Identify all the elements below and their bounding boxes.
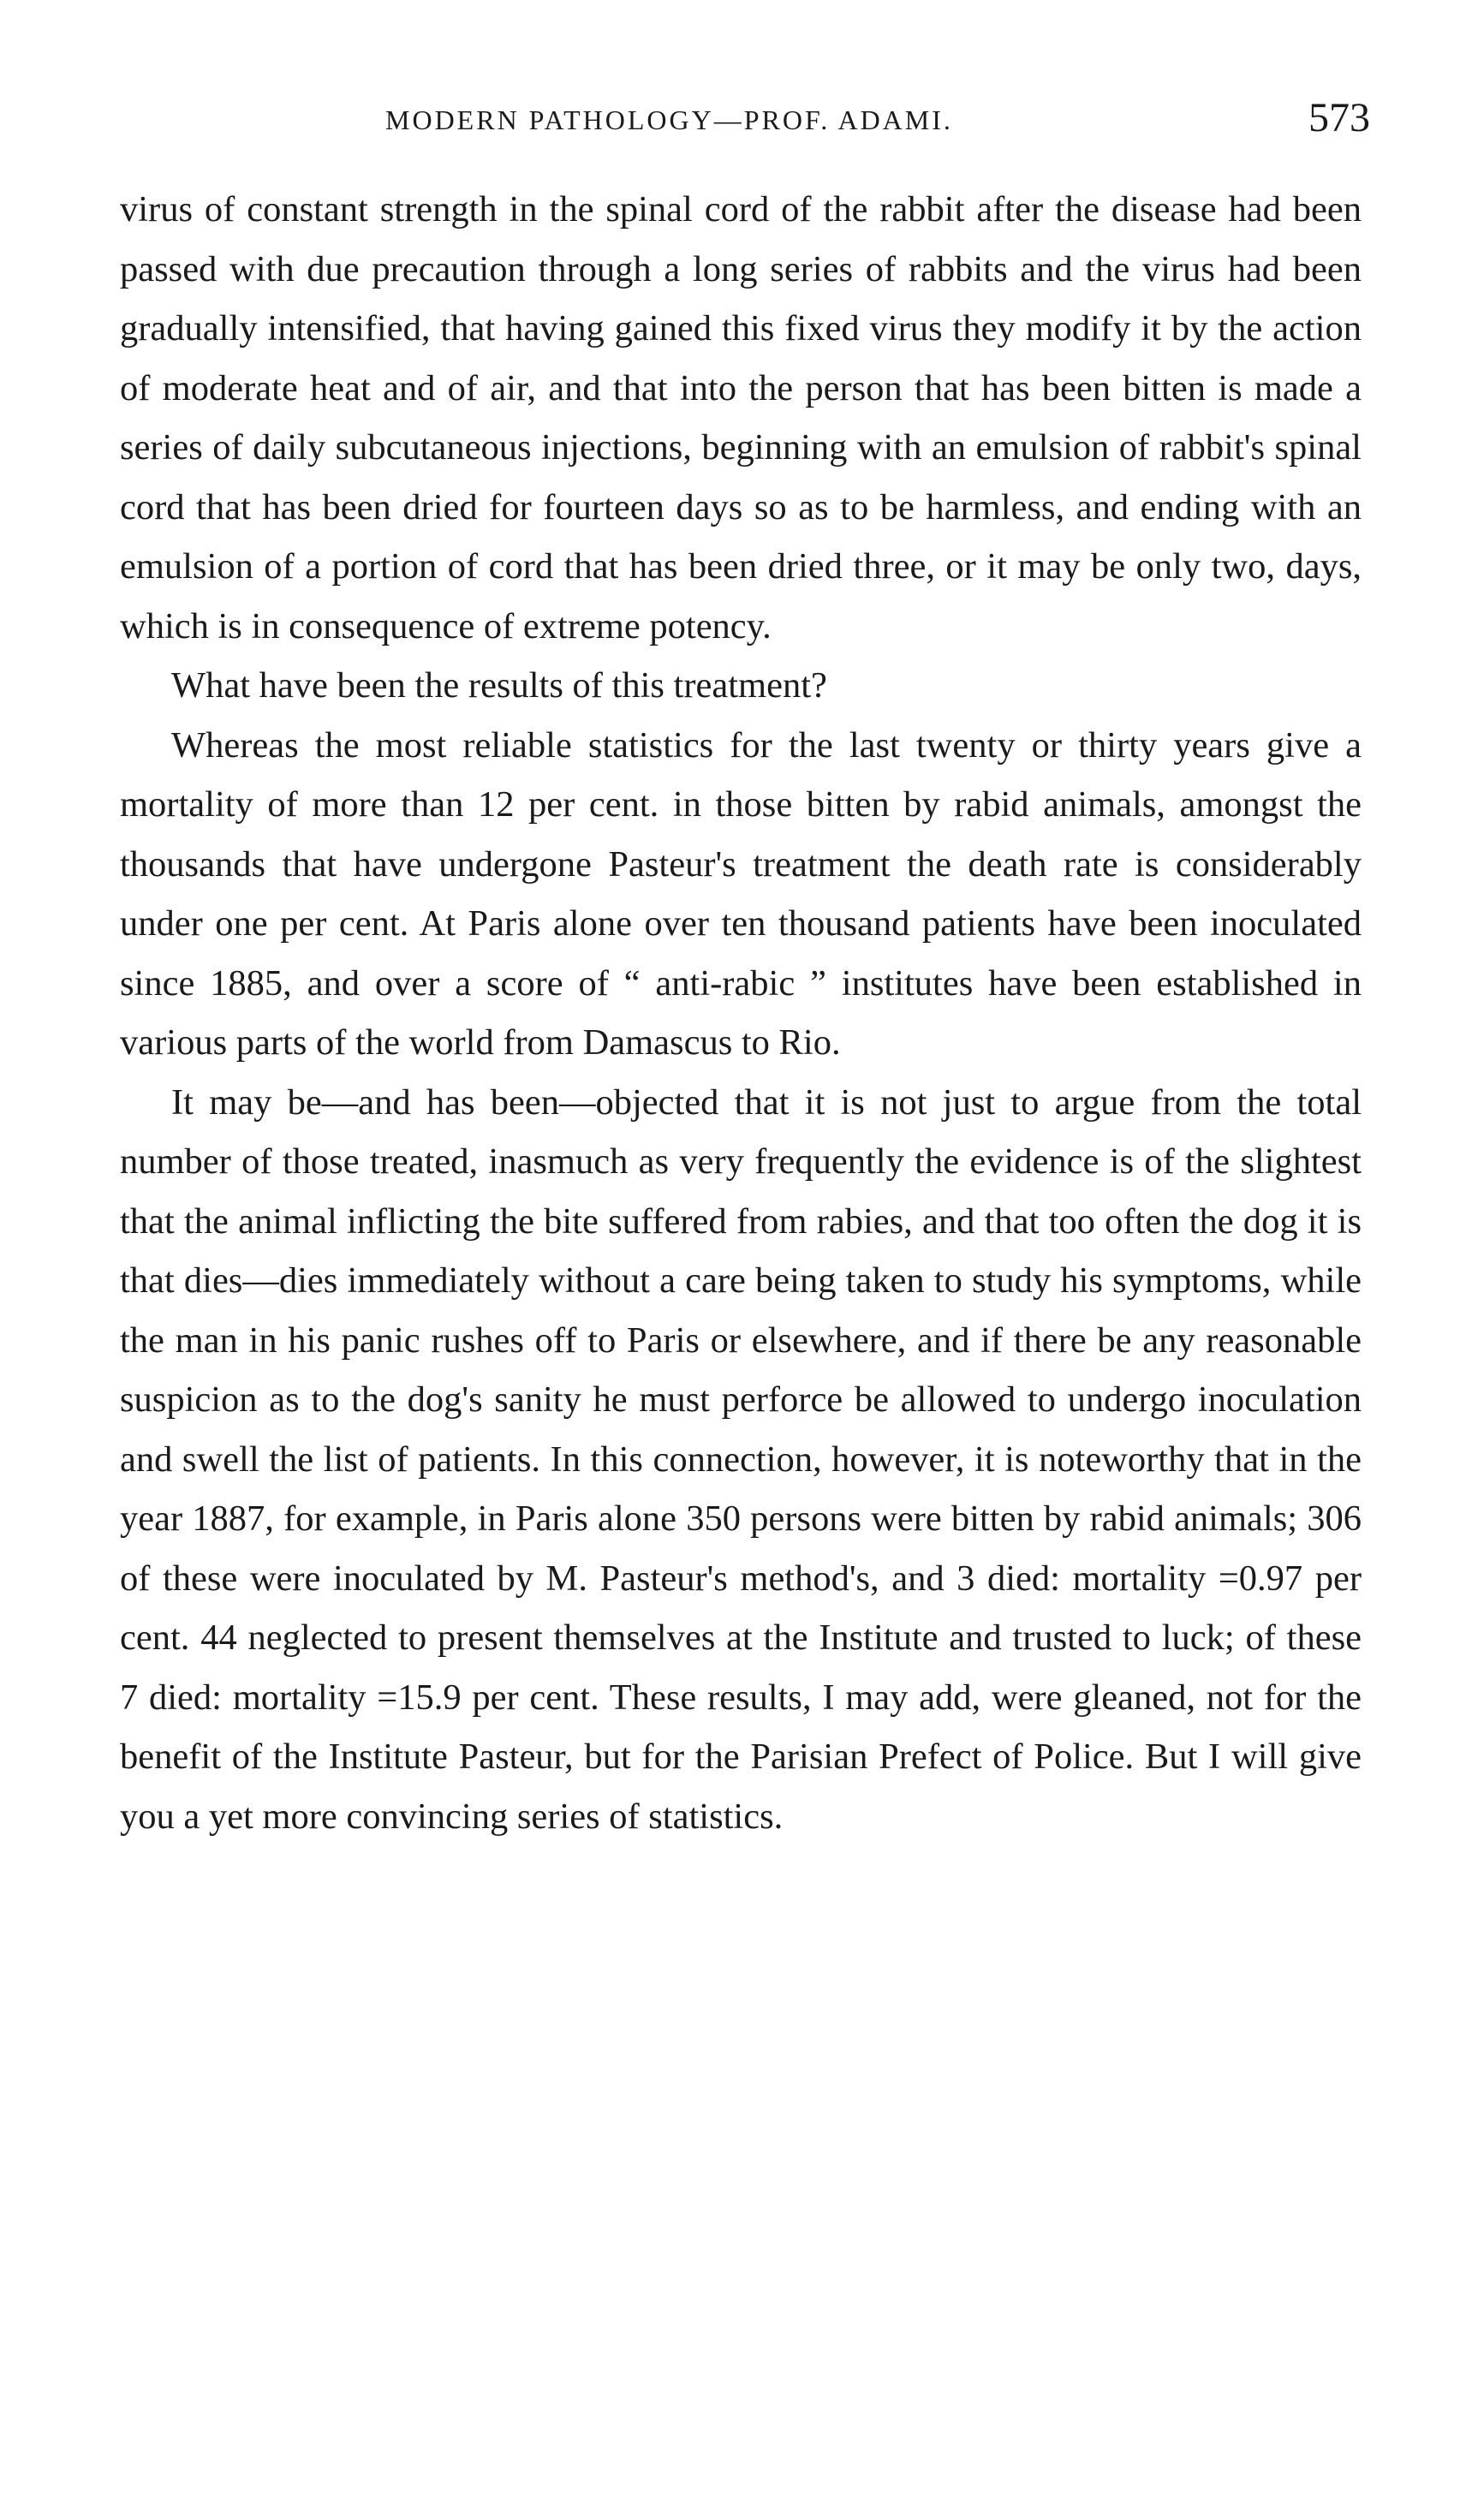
paragraph-question: What have been the results of this treatment? — [171, 665, 827, 706]
running-head — [120, 94, 1370, 146]
page-number: 573 — [1308, 95, 1370, 140]
running-title: MODERN PATHOLOGY—PROF. ADAMI. — [385, 104, 953, 135]
body-text — [120, 180, 1362, 1846]
paragraph-statistics: Whereas the most reliable statistics for the last twenty or thirty years give a mortality of more than 12 per cent. in those bitten by rabid animals, amongst the thousands that have undergone Pasteur's treatment the death rate is considerably under one per cent. At Paris alone over ten thousand patients have been inoculated since 1885, and over a score of “ anti-rabic ” institutes have been established in various parts of the world from Damascus to Rio. — [120, 724, 1362, 1063]
book-page — [120, 94, 1370, 1846]
paragraph-objection: It may be—and has been—objected that it is not just to argue from the total number of those treated, inasmuch as very frequently the evidence is of the slightest that the animal inflicting the bite suffered from rabies, and that too often the dog it is that dies—dies immediately without a care being taken to study his symptoms, while the man in his panic rushes off to Paris or elsewhere, and if there be any reasonable suspicion as to the dog's sanity he must perforce be allowed to undergo inoculation and swell the list of patients. In this connection, however, it is noteworthy that in the year 1887, for example, in Paris alone 350 persons were bitten by rabid animals; 306 of these were inoculated by M. Pasteur's method's, and 3 died: mortality =0.97 per cent. 44 neglected to present themselves at the Institute and trusted to luck; of these 7 died: mortality =15.9 per cent. These results, I may add, were gleaned, not for the benefit of the Institute Pasteur, but for the Parisian Prefect of Police. But I will give you a yet more convincing series of statistics. — [120, 1081, 1362, 1837]
paragraph-continued: virus of constant strength in the spinal cord of the rabbit after the disease had been passed with due precaution through a long series of rabbits and the virus had been gradually intensified, that having gained this fixed virus they modify it by the action of moderate heat and of air, and that into the person that has been bitten is made a series of daily subcutaneous injections, beginning with an emulsion of rabbit's spinal cord that has been dried for fourteen days so as to be harmless, and ending with an emulsion of a portion of cord that has been dried three, or it may be only two, days, which is in consequence of extreme potency. — [120, 189, 1362, 646]
